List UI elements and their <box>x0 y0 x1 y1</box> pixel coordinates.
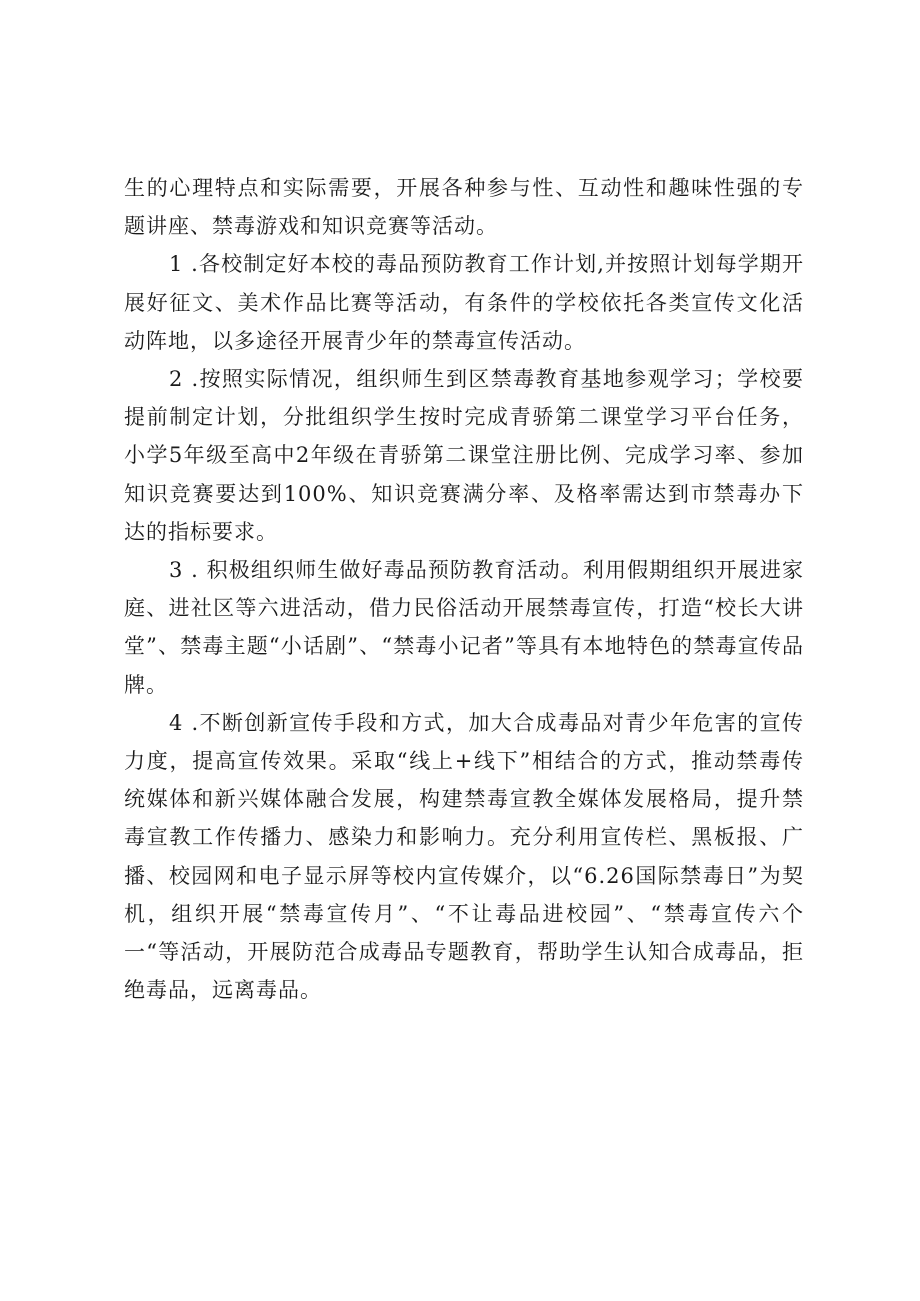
paragraph-item-3: 3 . 积极组织师生做好毒品预防教育活动。利用假期组织开展进家庭、进社区等六进活动，借力民俗活动开展禁毒宣传，打造“校长大讲堂”、禁毒主题“小话剧”、“禁毒小记者”等具有本地特色的禁毒宣传品牌。 <box>124 558 804 697</box>
paragraph-item-4: 4 .不断创新宣传手段和方式，加大合成毒品对青少年危害的宣传力度，提高宣传效果。采取“线上+线下”相结合的方式，推动禁毒传统媒体和新兴媒体融合发展，构建禁毒宣教全媒体发展格局，提升禁毒宣教工作传播力、感染力和影响力。充分利用宣传栏、黑板报、广播、校园网和电子显示屏等校内宣传媒介，以“6.26国际禁毒日”为契机，组织开展“禁毒宣传月”、“不让毒品进校园”、“禁毒宣传六个一“等活动，开展防范合成毒品专题教育，帮助学生认知合成毒品，拒绝毒品，远离毒品。 <box>124 710 804 1003</box>
paragraph-item-1: 1 .各校制定好本校的毒品预防教育工作计划,并按照计划每学期开展好征文、美术作品比赛等活动，有条件的学校依托各类宣传文化活动阵地，以多途径开展青少年的禁毒宣传活动。 <box>124 252 804 353</box>
paragraph-item-2: 2 .按照实际情况，组织师生到区禁毒教育基地参观学习；学校要提前制定计划，分批组织学生按时完成青骄第二课堂学习平台任务，小学5年级至高中2年级在青骄第二课堂注册比例、完成学习率、参加知识竞赛要达到100%、知识竞赛满分率、及格率需达到市禁毒办下达的指标要求。 <box>124 367 804 544</box>
paragraph-continuation: 生的心理特点和实际需要，开展各种参与性、互动性和趣味性强的专题讲座、禁毒游戏和知识竞赛等活动。 <box>124 176 804 239</box>
document-body <box>124 169 804 1009</box>
